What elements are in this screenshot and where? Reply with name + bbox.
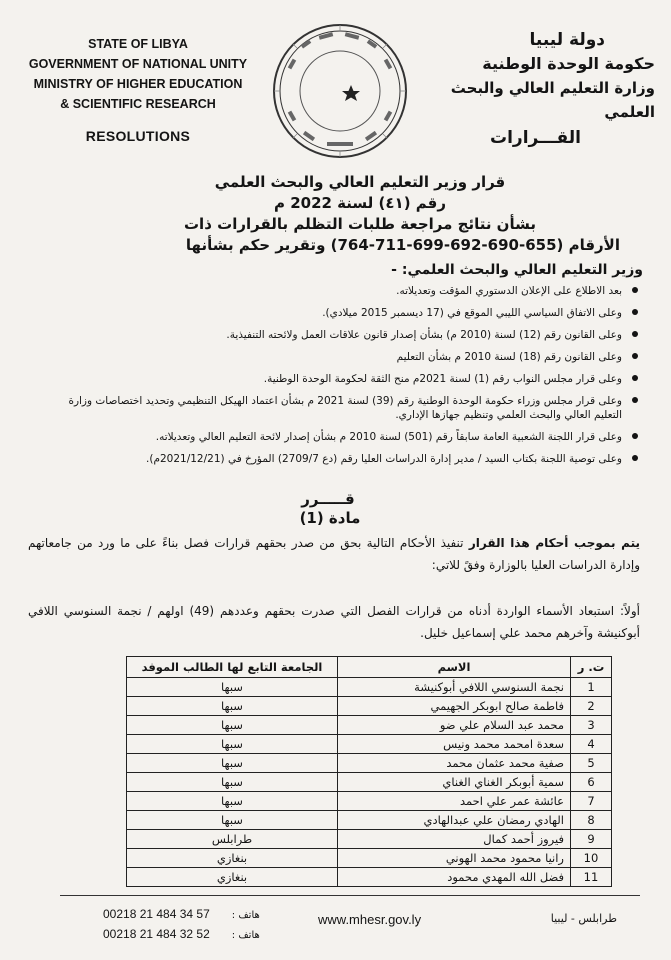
footer-city: طرابلس - ليبيا	[550, 912, 617, 925]
table-row: 2 فاطمة صالح ابوبكر الجهيمي سبها	[127, 697, 612, 716]
letterhead-government: GOVERNMENT OF NATIONAL UNITY	[28, 57, 248, 71]
list-item: وعلى القانون رقم (12) لسنة (2010 م) بشأن إصدار قانون علاقات العمل ولائحته التنفيذية.	[40, 328, 638, 342]
letterhead-state: STATE OF LIBYA	[88, 37, 188, 51]
table-row: 6 سمية أبوبكر الغناي الغناي سبها	[127, 773, 612, 792]
phone-line-2	[103, 925, 260, 945]
minister-heading: وزير التعليم العالي والبحث العلمي: -	[391, 262, 643, 278]
table-row: 8 الهادي رمضان علي عبدالهادي سبها	[127, 811, 612, 830]
ministry-seal	[271, 22, 409, 160]
letterhead-state-ar: دولة ليبيا	[529, 30, 605, 50]
letterhead-resolutions-ar: القـــرارات	[490, 128, 581, 148]
bullet-icon	[632, 397, 638, 403]
decision-word: قـــــرر	[301, 490, 355, 508]
bullet-icon	[632, 287, 638, 293]
table-header-row	[127, 657, 612, 678]
letterhead-ministry: MINISTRY OF HIGHER EDUCATION	[33, 77, 243, 91]
title-line-2: رقم (٤١) لسنة 2022 م	[273, 194, 446, 212]
list-item: وعلى قرار اللجنة الشعبية العامة سابقاً رقم (501) لسنة 2010 م بشأن إصدار لائحة التعليم العالي وتعديلاته.	[40, 430, 638, 444]
header-number: ت. ر	[571, 657, 612, 678]
article-intro-text: تنفيذ الأحكام التالية بحق من صدر بحقهم قرارات فصل بناءً على ما ورد من جامعاتهم وإدارة الدراسات العليا بالوزارة وفقً للاتي:	[28, 536, 640, 572]
article-heading: مادة (1)	[299, 509, 361, 527]
letterhead-government-ar: حكومة الوحدة الوطنية	[482, 54, 655, 73]
footer-divider	[60, 895, 640, 896]
letterhead-ministry-2: & SCIENTIFIC RESEARCH	[60, 97, 216, 111]
table-row: 11 فضل الله المهدي محمود بنغازي	[127, 868, 612, 887]
bullet-icon	[632, 331, 638, 337]
premises-list	[40, 284, 638, 474]
table-row: 1 نجمة السنوسي اللافي أبوكنيشة سبها	[127, 678, 612, 697]
list-item: وعلى قرار مجلس النواب رقم (1) لسنة 2021م منح الثقة لحكومة الوحدة الوطنية.	[40, 372, 638, 386]
title-line-4: الأرقام (655-690-692-699-711-764) وتقرير حكم بشأنها	[185, 236, 620, 254]
table-row: 4 سعدة امحمد محمد ونيس سبها	[127, 735, 612, 754]
bullet-icon	[632, 375, 638, 381]
list-item: وعلى قرار مجلس وزراء حكومة الوحدة الوطنية رقم (39) لسنة 2021 م بشأن اعتماد الهيكل التنظيمي وتحديد اختصاصات وزارة التعليم العالي والبحث العلمي وتنظيم جهازها الإداري.	[40, 394, 638, 422]
list-item: بعد الاطلاع على الإعلان الدستوري المؤقت وتعديلاته.	[40, 284, 638, 298]
title-line-1: قرار وزير التعليم العالي والبحث العلمي	[214, 173, 506, 191]
arabic-letterhead	[415, 28, 655, 150]
bullet-icon	[632, 455, 638, 461]
list-item: وعلى الاتفاق السياسي الليبي الموقع في (17 ديسمبر 2015 ميلادي).	[40, 306, 638, 320]
footer-phones	[103, 905, 260, 945]
table-row: 3 محمد عبد السلام علي ضو سبها	[127, 716, 612, 735]
table-row: 10 رانيا محمود محمد الهوني بنغازي	[127, 849, 612, 868]
header-name: الاسم	[338, 657, 571, 678]
footer-website: www.mhesr.gov.ly	[318, 912, 422, 927]
phone-label: هاتف :	[231, 930, 260, 941]
list-item: وعلى توصية اللجنة بكتاب السيد / مدير إدارة الدراسات العليا رقم (دع 2709/7) المؤرخ في (2021/12/21م).	[40, 452, 638, 466]
table-row: 9 فيروز أحمد كمال طرابلس	[127, 830, 612, 849]
bullet-icon	[632, 353, 638, 359]
phone-line-1	[103, 905, 260, 925]
list-item: وعلى القانون رقم (18) لسنة 2010 م بشأن التعليم	[40, 350, 638, 364]
title-line-3: بشأن نتائج مراجعة طلبات التظلم بالقرارات ذات	[183, 215, 537, 233]
table-row: 7 عائشة عمر علي احمد سبها	[127, 792, 612, 811]
english-letterhead	[18, 34, 258, 146]
bullet-icon	[632, 309, 638, 315]
phone-number: 00218 21 484 34 57	[103, 907, 210, 921]
article-intro	[28, 532, 640, 576]
header-university: الجامعة التابع لها الطالب الموفد	[127, 657, 338, 678]
phone-label: هاتف :	[231, 910, 260, 921]
bullet-icon	[632, 433, 638, 439]
first-clause: أولاً: استبعاد الأسماء الواردة أدناه من قرارات الفصل التي صدرت بحقهم وعددهم (49) اولهم / نجمة السنوسي اللافي أبوكنيشة وآخرهم محمد علي إسماعيل خليل.	[28, 604, 640, 640]
article-intro-bold: يتم بموجب أحكام هذا القرار	[468, 536, 640, 550]
crescent-star-seal-icon	[271, 22, 409, 160]
letterhead-resolutions: RESOLUTIONS	[85, 128, 191, 144]
table-row: 5 صفية محمد عثمان محمد سبها	[127, 754, 612, 773]
decision-title	[90, 172, 630, 256]
phone-number: 00218 21 484 32 52	[103, 927, 210, 941]
letterhead-ministry-ar: وزارة التعليم العالي والبحث العلمي	[450, 79, 655, 121]
students-table	[126, 656, 612, 887]
